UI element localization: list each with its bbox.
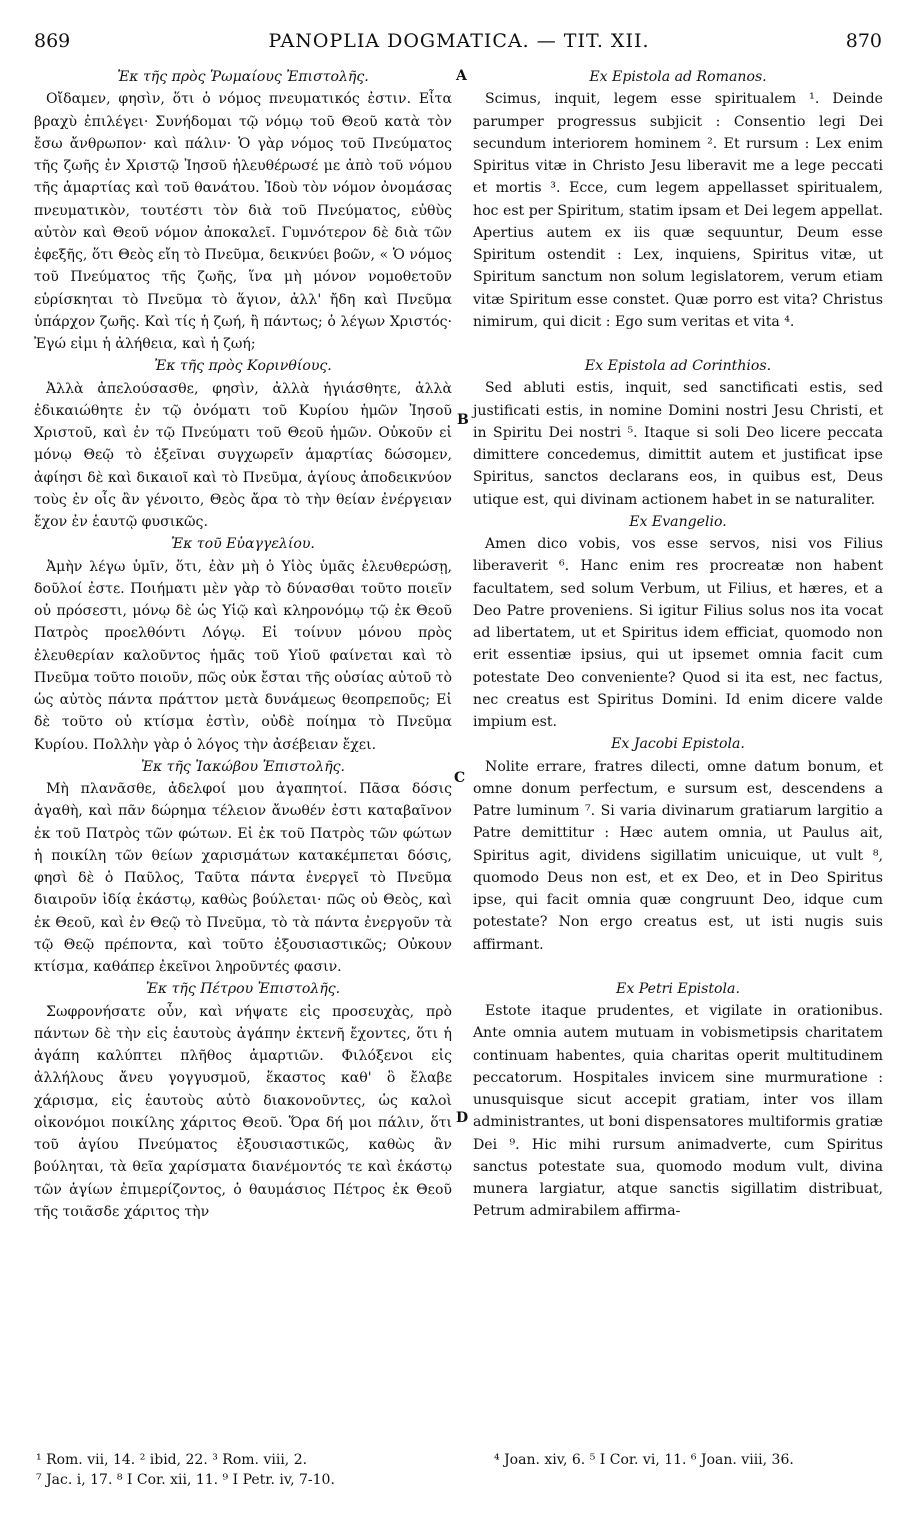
greek-text-peter: Σωφρονήσατε οὖν, καὶ νήψατε εἰς προσευχὰς, πρὸ πάντων δὲ τὴν εἰς ἑαυτοὺς ἀγάπην ἐκτενῆ ἔχοντες, ὅτι ἡ ἀγάπη καλύπτει πλῆθος ἁμαρτιῶν. Φιλόξενοι εἰς ἀλλήλους ἄνευ γογγυσμοῦ, ἕκαστος καθ' ὃ ἔλαβε χάρισμα, εἰς ἑαυτοὺς αὐτὸ διακονοῦντες, ὡς καλοὶ οἰκονόμοι ποικίλης χάριτος Θεοῦ. Ὅρα δή μοι πάλιν, ὅτι τοῦ ἁγίου Πνεύματος ἐξουσιαστικῶς, καθὼς ἂν βούληται, τὰ θεῖα χαρίσματα διανέμοντός τε καὶ ἑκάστῳ τῶν ἁγίων ἐπιμερίζοντος, ὁ θαυμάσιος Πέτρος ἐκ Θεοῦ τῆς τοιᾶσδε χάριτος τὴν xyxy=(34,1003,452,1220)
latin-heading-peter: Ex Petri Epistola. xyxy=(616,980,740,997)
greek-heading-gospel: Ἐκ τοῦ Εὐαγγελίου. xyxy=(171,536,315,553)
greek-heading-romans: Ἐκ τῆς πρὸς Ῥωμαίους Ἐπιστολῆς. xyxy=(117,69,369,85)
section-gap xyxy=(473,956,883,978)
greek-text-romans: Οἴδαμεν, φησὶν, ὅτι ὁ νόμος πνευματικός ἐστιν. Εἶτα βραχὺ ἐπιλέγει· Συνήδομαι τῷ νόμῳ τοῦ Θεοῦ κατὰ τὸν ἔσω ἄνθρωπον· καὶ πάλιν· Ὁ γὰρ νόμος τοῦ Πνεύματος τῆς ζωῆς ἐν Χριστῷ Ἰησοῦ ἠλευθέρωσέ με ἀπὸ τοῦ νόμου τῆς ἁμαρτίας καὶ τοῦ θανάτου. Ἰδοὺ τὸν νόμον ὀνομάσας πνευματικὸν, τουτέστι τὸν διὰ τοῦ Πνεύματος, εὐθὺς αὐτὸν καὶ Θεοῦ νόμον ἀποκαλεῖ. Γυμνότερον δὲ διὰ τῶν ἐφεξῆς, ὅτι Θεὸς εἴη τὸ Πνεῦμα, δεικνύει βοῶν, « Ὁ νόμος τοῦ Πνεύματος τῆς ζωῆς, ἵνα μὴ μόνον νομοθετοῦν εὑρίσκηται τὸ Πνεῦμα τὸ ἅγιον, ἀλλ' ἤδη καὶ Πνεῦμα ὑπάρχον ζωῆς. Καὶ τίς ἡ ζωή, ἢ πάντως; ὁ λέγων Χριστός· Ἐγώ εἰμι ἡ ἀλήθεια, καὶ ἡ ζωή; xyxy=(34,91,452,352)
running-title: PANOPLIA DOGMATICA. — TIT. XII. xyxy=(268,30,650,52)
greek-text-james: Μὴ πλανᾶσθε, ἀδελφοί μου ἀγαπητοί. Πᾶσα δόσις ἀγαθὴ, καὶ πᾶν δώρημα τέλειον ἄνωθέν ἐστι καταβαῖνον ἐκ τοῦ Πατρὸς τῶν φώτων. Εἰ ἐκ τοῦ Πατρὸς τῶν φώτων ἡ ποικίλη τῶν θείων χαρισμάτων κατακέμπεται δόσις, φησὶ δὲ ὁ Παῦλος, Ταῦτα πάντα ἐνεργεῖ τὸ Πνεῦμα διαιροῦν ἰδίᾳ ἑκάστῳ, καθὼς βούλεται· πῶς οὐ Θεὸς, καὶ ἐκ Θεοῦ, καὶ ἐν Θεῷ τὸ Πνεῦμα, τὸ τὰ πάντα ἐνεργοῦν τὰ τῷ Θεῷ πρέποντα, καὶ τοῦτο ἐξουσιαστικῶς; Οὐκουν κτίσμα, καθάπερ ἐκεῖνοι ληροῦντές φασιν. xyxy=(34,781,452,975)
greek-heading-peter: Ἐκ τῆς Πέτρου Ἐπιστολῆς. xyxy=(145,981,341,998)
footnotes-right xyxy=(494,1450,914,1470)
latin-text-james: Nolite errare, fratres dilecti, omne datum bonum, et omne donum perfectum, e sursum est, descendens a Patre luminum ⁷. Si varia divinarum gratiarum largitio a Patre demittitur : Hæc autem omnia, ut Paulus ait, Spiritus agit, dividens sigillatim unicuique, ut vult ⁸, quomodo Deus non est, et ex Deo, et in Deo Spiritus ipse, qui facit omnia quæ congruunt Deo, idque cum potestate? Non ergo creatus est, ut isti nugis suis affirmant. xyxy=(473,758,883,953)
latin-text-peter: Estote itaque prudentes, et vigilate in orationibus. Ante omnia autem mutuam in vobismetipsis charitatem continuam habentes, quia charitas operit multitudinem peccatorum. Hospitales invicem sine murmuratione : unusquisque sicut accepit gratiam, inter vos illam administrantes, ut boni dispensatores multiformis gratiæ Dei ⁹. Hic mihi rursum animadverte, cum Spiritus sanctus potestate sua, quomodo modum vult, divina munera largiatur, atque sanctis sigillatim distribuat, Petrum admirabilem affirma- xyxy=(473,1003,883,1220)
greek-column xyxy=(34,66,452,1223)
latin-heading-gospel: Ex Evangelio. xyxy=(629,513,727,530)
greek-heading-james: Ἐκ τῆς Ἰακώβου Ἐπιστολῆς. xyxy=(140,758,346,775)
footnote-line: ⁴ Joan. xiv, 6. ⁵ I Cor. vi, 11. ⁶ Joan. viii, 36. xyxy=(494,1452,794,1468)
left-page-number: 869 xyxy=(34,30,71,52)
footnotes-left xyxy=(36,1450,466,1490)
latin-text-romans: Scimus, inquit, legem esse spiritualem ¹. Deinde parumper progressus subjicit : Consentio legi Dei secundum interiorem hominem ². Et rursum : Lex enim Spiritus vitæ in Christo Jesu liberavit me a lege peccati et mortis ³. Ecce, cum legem appellasset spiritualem, hoc est per Spiritum, statim ipsam et Dei legem appellat. Apertius autem ex iis quæ sequuntur, Deum esse Spiritum ostendit : Lex, inquiens, Spiritus vitæ, ut Spiritum sanctum non solum legislatorem, verum etiam vitæ Spiritum esse constet. Quæ porro est vita? Christus nimirum, qui dicit : Ego sum veritas et vita ⁴. xyxy=(473,91,883,330)
latin-heading-james: Ex Jacobi Epistola. xyxy=(611,736,745,753)
latin-text-gospel: Amen dico vobis, vos esse servos, nisi vos Filius liberaverit ⁶. Hanc enim res procreatæ non habent facultatem, sed solum Verbum, ut Filius, et hæres, et a Deo Patre proveniens. Si igitur Filius solus nos ita vocat ad libertatem, ut et Spiritus idem efficiat, quomodo non erit essentiæ ipsius, qui ut ipsemet omnia facit cum potestate Deo conveniente? Quod si ita est, nec factus, nec creatus est Spiritus Domini. Id enim dicere valde impium est. xyxy=(473,536,883,730)
greek-text-corinthians: Ἀλλὰ ἀπελούσασθε, φησὶν, ἀλλὰ ἡγιάσθητε, ἀλλὰ ἐδικαιώθητε ἐν τῷ ὀνόματι τοῦ Κυρίου ἡμῶν Ἰησοῦ Χριστοῦ, καὶ ἐν τῷ Πνεύματι τοῦ Θεοῦ ἡμῶν. Οὐκοῦν εἰ μόνῳ Θεῷ τὸ ἐξεῖναι συγχωρεῖν ἁμαρτίας δώσομεν, ἀφίησι δὲ καὶ δικαιοῖ καὶ τὸ Πνεῦμα, ἁγίους ἀποδεικνύον τοὺς ἐν οἷς ἂν γένοιτο, Θεὸς ἄρα τὸ τὴν θείαν ἐνέργειαν ἔχον ἐν ἑαυτῷ φυσικῶς. xyxy=(34,380,452,530)
latin-heading-romans: Ex Epistola ad Romanos. xyxy=(589,69,767,85)
margin-letter-b: B xyxy=(457,412,469,428)
margin-letter-a: A xyxy=(456,68,467,84)
greek-text-gospel: Ἀμὴν λέγω ὑμῖν, ὅτι, ἐὰν μὴ ὁ Υἱὸς ὑμᾶς ἐλευθερώσῃ, δοῦλοί ἐστε. Ποιήματι μὲν γὰρ τὸ δύνασθαι τοῦτο ποιεῖν οὐ πρόσεστι, μόνῳ δὲ ὡς Υἱῷ καὶ κληρονόμῳ τῷ ἐκ Θεοῦ Πατρὸς προελθόντι Λόγῳ. Εἰ τοίνυν μόνου πρὸς ἐλευθερίαν καλοῦντος ἡμᾶς τοῦ Υἱοῦ φαίνεται καὶ τὸ Πνεῦμα τοῦτο ποιοῦν, πῶς οὐκ ἔσται τῆς οὐσίας αὐτοῦ τὸ ὡς αὐτὸς πάντα πράττον μετὰ δυνάμεως θεοπρεποῦς; Εἰ δὲ τοῦτο οὐ κτίσμα ἐστὶν, οὐδὲ ποίημα τὸ Πνεῦμα Κυρίου. Πολλὴν γὰρ ὁ λόγος τὴν ἀσέβειαν ἔχει. xyxy=(34,558,452,753)
margin-letter-d: D xyxy=(456,1110,469,1126)
footnote-line: ⁷ Jac. i, 17. ⁸ I Cor. xii, 11. ⁹ I Petr. iv, 7-10. xyxy=(36,1472,335,1488)
latin-column xyxy=(473,66,883,1223)
right-page-number: 870 xyxy=(845,30,882,52)
greek-heading-corinthians: Ἐκ τῆς πρὸς Κορινθίους. xyxy=(154,358,332,375)
latin-text-corinthians: Sed abluti estis, inquit, sed sanctificati estis, sed justificati estis, in nomine Domini nostri Jesu Christi, et in Spiritu Dei nostri ⁵. Itaque si soli Deo licere peccata dimittere concedemus, dimittit autem et justificat ipse Spiritus, sanctos declarans eos, in quibus est, Deus utique est, qui divinam actionem habet in se naturaliter. xyxy=(473,380,883,508)
margin-letter-c: C xyxy=(454,770,466,786)
footnote-line: ¹ Rom. vii, 14. ² ibid, 22. ³ Rom. viii, 2. xyxy=(36,1452,308,1468)
section-gap xyxy=(473,333,883,355)
running-header xyxy=(30,30,888,60)
latin-heading-corinthians: Ex Epistola ad Corinthios. xyxy=(584,358,772,374)
